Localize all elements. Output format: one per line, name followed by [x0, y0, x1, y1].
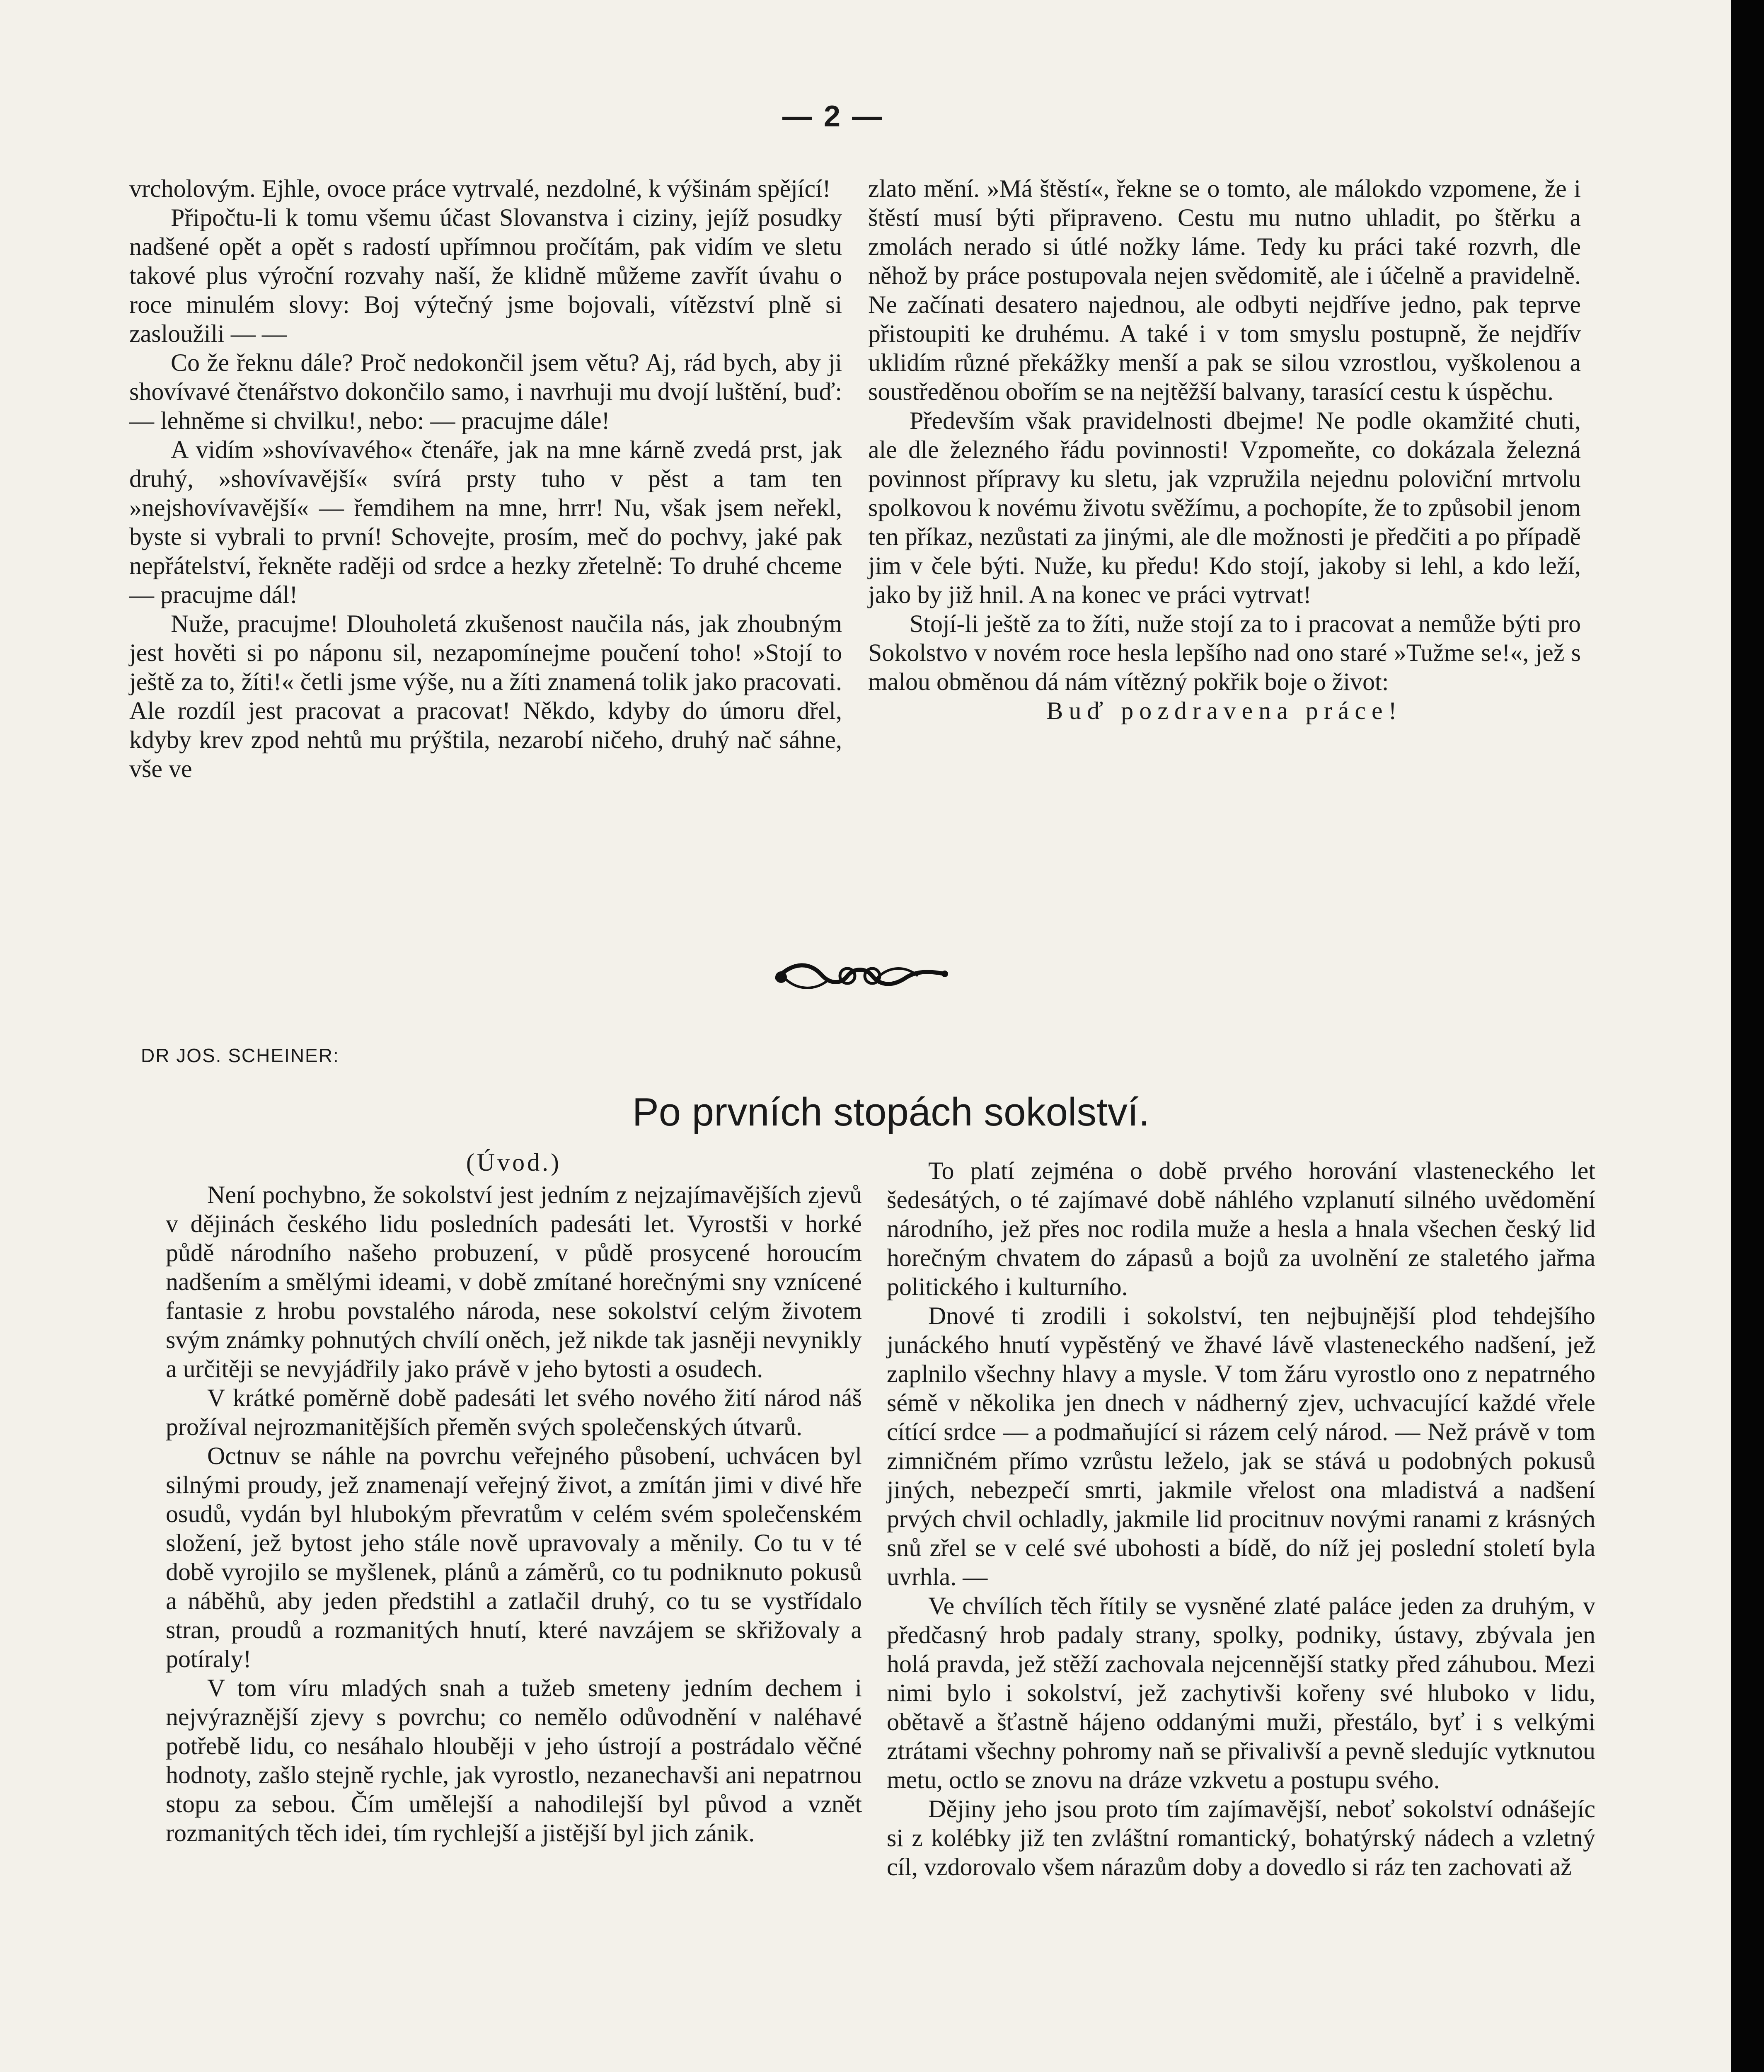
paragraph: Nuže, pracujme! Dlouholetá zkušenost naučila nás, jak zhoubným jest hověti si po náponu sil, nezapomínejme poučení toho! »Stojí to ještě za to, žíti!« četli jsme výše, nu a žíti znamená tolik jako pracovati. Ale rozdíl jest pracovat a pracovat! Někdo, kdyby do úmoru dřel, kdyby krev zpod nehtů mu prýštila, nezarobí ničeho, druhý nač sáhne, vše ve: [129, 610, 842, 782]
closing-line: Buď pozdravena práce!: [1046, 697, 1403, 724]
paragraph: zlato mění. »Má štěstí«, řekne se o tomto, ale málokdo vzpomene, že i štěstí musí býti připraveno. Cestu mu nutno uhladit, po štěrku a zmolách nerado si útlé nožky láme. Tedy ku práci také rozvrh, dle něhož by práce postupovala nejen svědomitě, ale i účelně a pravidelně. Ne začínati desatero najednou, ale odbyti nejdříve jedno, pak teprve přistoupiti ke druhému. A také i v tom smyslu postupně, že nejdřív uklidím různé překážky menší a pak se silou vzrostlou, vyškolenou a soustředěnou obořím se na nejtěžší balvany, tarasící cestu k úspěchu.: [868, 175, 1581, 405]
column-bottom-left: [166, 1148, 862, 1847]
paragraph: Dnové ti zrodili i sokolství, ten nejbujnější plod tehdejšího junáckého hnutí vypěstěný ve žhavé lávě vlasteneckého nadšení, jež zaplnilo všechny hlavy a mysle. V tom žáru vyrostlo ono z nepatrného sémě v několika jen dnech v nádherný zjev, uchvacující každé vřele cítící srdce — a podmaňující si rázem celý národ. — Než právě v tom zimničném přímo vzrůstu leželo, jak se stává u podobných pokusů jiných, nebezpečí smrti, jakmile vřelost ona mladistvá a nadšení prvých chvil ochladly, jakmile lid procitnuv novými ranami z krásných snů zřel se v celé své ubohosti a bídě, do níž jej poslední století byla uvrhla. —: [887, 1302, 1595, 1590]
paragraph: V krátké poměrně době padesáti let svého nového žití národ náš prožíval nejrozmanitějších přeměn svých společenských útvarů.: [166, 1384, 862, 1440]
paragraph: Není pochybno, že sokolství jest jedním z nejzajímavějších zjevů v dějinách českého lidu posledních padesáti let. Vyrostši v horké půdě národního našeho probuzení, v půdě prosycené horoucím nadšením a smělými ideami, v době zmítané horečnými sny vznícené fantasie z hrobu povstalého národa, nese sokolství celým životem svým známky pohnutých chvílí oněch, jež nikde tak jasněji nevynikly a určitěji se nevyjádřily jako právě v jeho bytosti a osudech.: [166, 1181, 862, 1382]
paragraph: Především však pravidelnosti dbejme! Ne podle okamžité chuti, ale dle železného řádu povinnosti! Vzpomeňte, co dokázala železná povinnost přípravy ku sletu, jak vzpružila nejednu poloviční mrtvolu spolkovou k novému životu svěžímu, a pochopíte, že to způsobil jenom ten příkaz, nezůstati za jinými, ale dle možnosti je předčiti a po případě jim v čele býti. Nuže, ku předu! Kdo stojí, jakoby si lehl, a kdo leží, jako by již hnil. A na konec ve práci vytrvat!: [868, 407, 1581, 608]
article-subtitle: (Úvod.): [466, 1149, 562, 1176]
paragraph: V tom víru mladých snah a tužeb smeteny jedním dechem i nejvýraznější zjevy s povrchu; co nemělo odůvodnění v naléhavé potřebě lidu, co nesáhalo hlouběji v jeho ústrojí a postrádalo věčné hodnoty, zašlo stejně rychle, jak vyrostlo, nezanechavši ani nepatrnou stopu za sebou. Čím umělejší a nahodilejší byl původ a vznět rozmanitých těch idei, tím rychlejší a jistější byl jich zánik.: [166, 1674, 862, 1847]
paragraph: Stojí-li ještě za to žíti, nuže stojí za to i pracovat a nemůže býti pro Sokolstvo v novém roce hesla lepšího nad ono staré »Tužme se!«, jež s malou obměnou dá nám vítězný pokřik boje o život:: [868, 610, 1581, 695]
column-top-right: [868, 174, 1581, 725]
column-bottom-right: [887, 1156, 1595, 1881]
paragraph: Dějiny jeho jsou proto tím zajímavější, neboť sokolství odnášejíc si z kolébky již ten zvláštní romantický, bohatýrský nádech a vzletný cíl, vzdorovalo všem nárazům doby a dovedlo si ráz ten zachovati až: [887, 1795, 1595, 1881]
paragraph: Octnuv se náhle na povrchu veřejného působení, uchvácen byl silnými proudy, jež znamenají veřejný život, a zmítán jimi v divé hře osudů, vydán byl hlubokým převratům v celém svém společenském složení, jež bytost jeho stále nově upravovaly a měnily. Co tu v té době vyrojilo se myšlenek, plánů a záměrů, co tu podniknuto pokusů a náběhů, aby jeden předstihl a zatlačil druhý, co tu se vystřídalo stran, proudů a rozmanitých hnutí, které navzájem se skřižovaly a potíraly!: [166, 1442, 862, 1673]
page-number: — 2 —: [782, 100, 884, 133]
byline: DR JOS. SCHEINER:: [141, 1045, 339, 1066]
column-top-left: [129, 174, 842, 783]
article-title: Po prvních stopách sokolství.: [632, 1090, 1150, 1135]
paragraph: Co že řeknu dále? Proč nedokončil jsem větu? Aj, rád bych, aby ji shovívavé čtenářstvo dokončilo samo, i navrhuji mu dvojí luštění, buď: — lehněme si chvilku!, nebo: — pracujme dále!: [129, 349, 842, 434]
scan-border-right: [1731, 0, 1764, 2072]
ornament-flourish-icon: [769, 953, 951, 999]
paragraph: Ve chvílích těch řítily se vysněné zlaté paláce jeden za druhým, v předčasný hrob padaly strany, spolky, podniky, ústavy, zbývala jen holá pravda, jež stěží zachovala nejcennější statky před záhubou. Mezi nimi bylo i sokolství, jež zachytivši kořeny své hluboko v lidu, obětavě a šťastně hájeno oddanými muži, přestálo, byť i s velkými ztrátami všechny pohromy naň se přivalivší a pevně sledujíc vytknutou metu, octlo se znovu na dráze vzkvetu a postupu svého.: [887, 1592, 1595, 1794]
paragraph: To platí zejména o době prvého horování vlasteneckého let šedesátých, o té zajímavé době náhlého vzplanutí silného uvědomění národního, jež přes noc rodila muže a hesla a hnala všechen český lid horečným chvatem do zápasů a bojů za uvolnění ze staletého jařma politického i kulturního.: [887, 1157, 1595, 1300]
paragraph: A vidím »shovívavého« čtenáře, jak na mne kárně zvedá prst, jak druhý, »shovívavější« svírá prsty tuho v pěst a tam ten »nejshovívavější« — řemdihem na mne, hrrr! Nu, však jsem neřekl, byste si vybrali to první! Schovejte, prosím, meč do pochvy, jaké pak nepřátelství, řekněte raději od srdce a hezky zřetelně: To druhé chceme — pracujme dál!: [129, 436, 842, 608]
paragraph: vrcholovým. Ejhle, ovoce práce vytrvalé, nezdolné, k výšinám spějící!: [129, 175, 831, 202]
paragraph: Připočtu-li k tomu všemu účast Slovanstva i ciziny, jejíž posudky nadšené opět a opět s radostí upřímnou pročítám, pak vidím ve sletu takové plus výroční rozvahy naší, že klidně můžeme zavřít úvahu o roce minulém slovy: Boj výtečný jsme bojovali, vítězství plně si zasloužili — —: [129, 204, 842, 347]
